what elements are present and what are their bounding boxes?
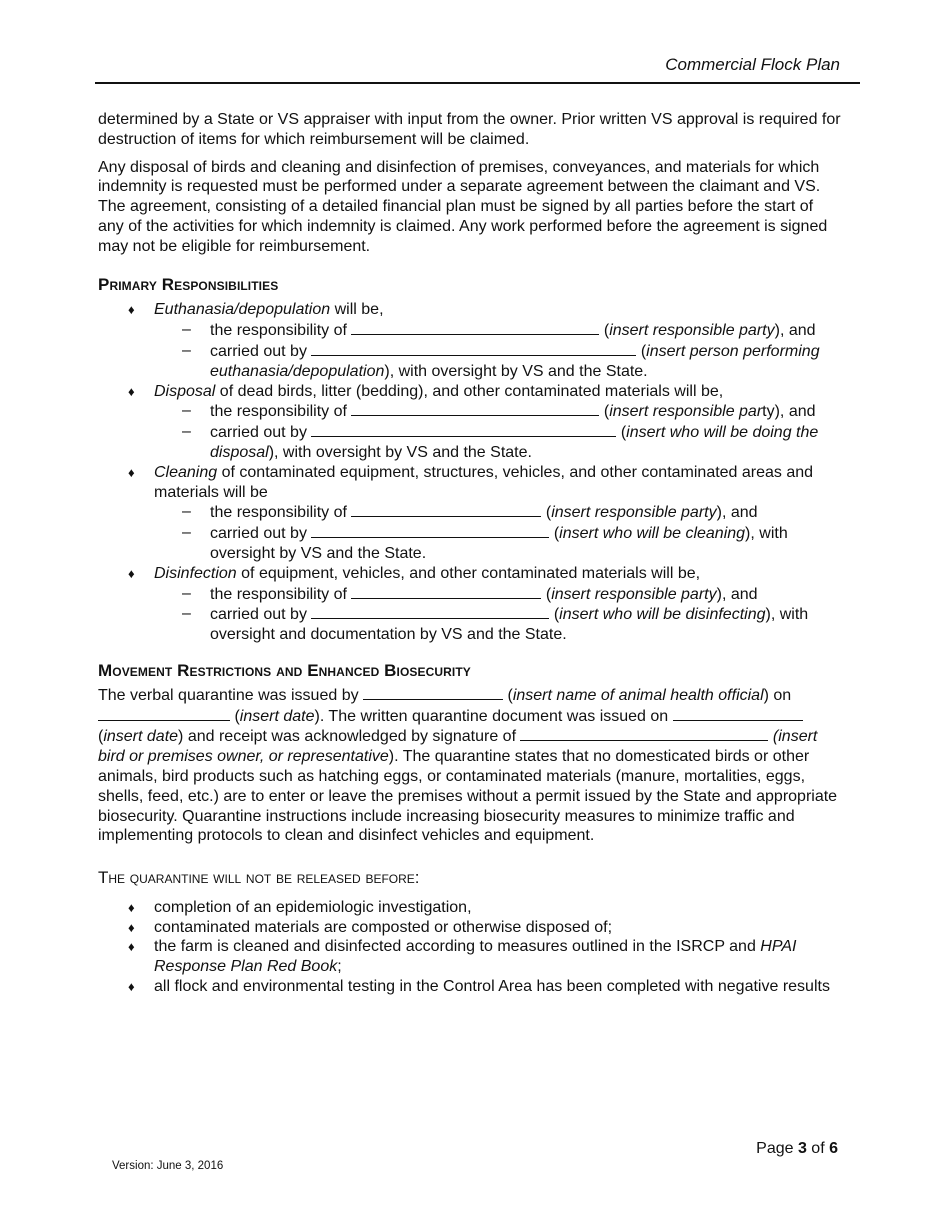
fill-in-blank[interactable] — [363, 685, 503, 700]
version-label: Version: June 3, 2016 — [112, 1160, 224, 1172]
fill-in-blank[interactable] — [311, 422, 616, 437]
fill-in-blank[interactable] — [351, 320, 599, 335]
fill-in-blank[interactable] — [311, 341, 636, 356]
intro-paragraph-2: Any disposal of birds and cleaning and disinfection of premises, conveyances, and materials for which indemnity is requested must be performed under a separate agreement between the claimant and VS. The agreement, consisting of a detailed financial plan must be signed by all parties before the start of any of the activities for which indemnity is claimed. Any work performed before the agreement is signed may not be eligible for reimbursement. — [98, 158, 828, 255]
release-conditions-list — [98, 898, 843, 997]
fill-in-blank[interactable] — [520, 726, 768, 741]
fill-in-blank[interactable] — [351, 584, 541, 599]
fill-in-blank[interactable] — [351, 502, 541, 517]
intro-paragraph-1: determined by a State or VS appraiser with input from the owner. Prior written VS approval is required for destruction of items for which reimbursement will be claimed. — [98, 111, 841, 148]
release-heading: The quarantine will not be released before: — [98, 868, 420, 888]
header-rule — [95, 82, 860, 84]
sub-item-responsibility: – the responsibility of (insert responsible party), and — [154, 502, 843, 523]
header-title: Commercial Flock Plan — [665, 55, 840, 74]
sub-item-responsibility: – the responsibility of (insert responsible party), and — [154, 401, 843, 422]
page-number: Page 3 of 6 — [756, 1140, 838, 1157]
movement-restrictions-heading: Movement Restrictions and Enhanced Biosecurity — [98, 660, 471, 680]
list-item: ♦ completion of an epidemiologic investigation, — [98, 898, 843, 918]
quarantine-paragraph: The verbal quarantine was issued by (insert name of animal health official) on (insert date). The written quarantine document was issued on (insert date) and receipt was acknowledged by signature of (insert bird or premises owner, or representative). The quarantine states that no domesticated birds or other animals, bird products such as hatching eggs, or contaminated materials (manure, mortalities, eggs, shells, feed, etc.) are to enter or leave the premises without a permit issued by the State and appropriate biosecurity. Quarantine instructions include increasing biosecurity measures to minimize traffic and implementing protocols to clean and disinfect vehicles and equipment. — [98, 686, 838, 845]
fill-in-blank[interactable] — [98, 706, 230, 721]
responsibilities-list — [98, 300, 843, 645]
sub-item-responsibility: – the responsibility of (insert responsible party), and — [154, 584, 843, 605]
list-item: ♦ contaminated materials are composted or otherwise disposed of; — [98, 918, 843, 938]
fill-in-blank[interactable] — [311, 604, 549, 619]
fill-in-blank[interactable] — [351, 401, 599, 416]
sub-item-carried-out: – carried out by (insert who will be cleaning), with oversight by VS and the State. — [154, 523, 843, 564]
list-item-disinfection: ♦ Disinfection of equipment, vehicles, and other contaminated materials will be, – the responsibility of (insert responsible party), and – carried out by (insert who will be disinfecting), with oversight and documentation by VS and the State. — [98, 564, 843, 645]
fill-in-blank[interactable] — [673, 706, 803, 721]
document-body — [98, 110, 843, 997]
list-item-euthanasia: ♦ Euthanasia/depopulation will be, – the responsibility of (insert responsible party), and – carried out by (insert person performing euthanasia/depopulation), with oversight by VS and the State. — [98, 300, 843, 381]
list-item-cleaning: ♦ Cleaning of contaminated equipment, structures, vehicles, and other contaminated areas and materials will be – the responsibility of (insert responsible party), and – carried out by (insert who will be cleaning), with oversight by VS and the State. — [98, 463, 843, 564]
list-item-disposal: ♦ Disposal of dead birds, litter (bedding), and other contaminated materials will be, – the responsibility of (insert responsible party), and – carried out by (insert who will be doing the disposal), with oversight by VS and the State. — [98, 382, 843, 463]
sub-item-carried-out: – carried out by (insert person performing euthanasia/depopulation), with oversight by VS and the State. — [154, 341, 843, 382]
list-item: ♦ all flock and environmental testing in the Control Area has been completed with negative results — [98, 977, 843, 997]
sub-item-carried-out: – carried out by (insert who will be disinfecting), with oversight and documentation by VS and the State. — [154, 604, 843, 645]
fill-in-blank[interactable] — [311, 523, 549, 538]
sub-item-carried-out: – carried out by (insert who will be doing the disposal), with oversight by VS and the State. — [154, 422, 843, 463]
primary-responsibilities-heading: Primary Responsibilities — [98, 274, 279, 294]
sub-item-responsibility: – the responsibility of (insert responsible party), and — [154, 320, 843, 341]
list-item: ♦ the farm is cleaned and disinfected according to measures outlined in the ISRCP and HPAI Response Plan Red Book; — [98, 937, 843, 977]
